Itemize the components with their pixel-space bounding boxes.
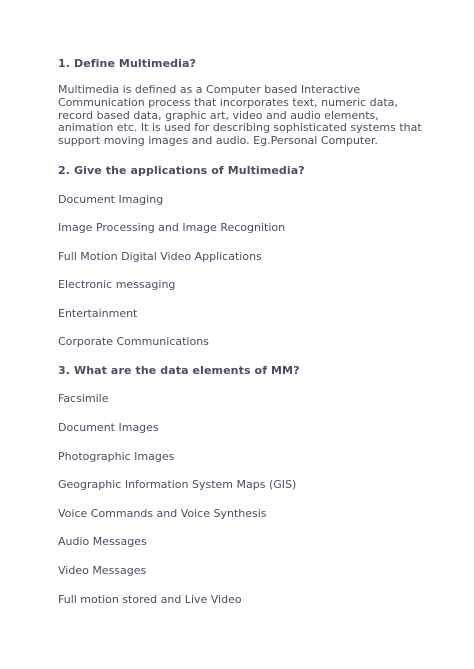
list-item: Photographic Images xyxy=(58,450,175,463)
document-page xyxy=(58,0,458,669)
question-2-heading: 2. Give the applications of Multimedia? xyxy=(58,164,305,177)
list-item: Facsimile xyxy=(58,392,109,405)
list-item: Corporate Communications xyxy=(58,335,209,348)
answer-line: animation etc. It is used for describing sophisticated systems that xyxy=(58,121,422,135)
answer-line: record based data, graphic art, video and audio elements, xyxy=(58,108,379,122)
list-item: Voice Commands and Voice Synthesis xyxy=(58,507,267,520)
list-item: Full motion stored and Live Video xyxy=(58,593,242,606)
list-item: Full Motion Digital Video Applications xyxy=(58,250,262,263)
answer-line: Multimedia is defined as a Computer based Interactive xyxy=(58,83,361,96)
list-item: Video Messages xyxy=(58,564,147,577)
list-item: Document Images xyxy=(58,421,159,434)
answer-line: support moving images and audio. Eg.Personal Computer. xyxy=(58,134,379,148)
list-item: Audio Messages xyxy=(58,535,147,548)
answer-line: Communication process that incorporates text, numeric data, xyxy=(58,95,398,109)
question-1-heading: 1. Define Multimedia? xyxy=(58,57,196,70)
list-item: Electronic messaging xyxy=(58,278,176,291)
list-item: Image Processing and Image Recognition xyxy=(58,221,286,234)
question-3-heading: 3. What are the data elements of MM? xyxy=(58,364,300,377)
list-item: Document Imaging xyxy=(58,193,164,206)
question-1-answer xyxy=(58,84,458,148)
list-item: Entertainment xyxy=(58,307,138,320)
list-item: Geographic Information System Maps (GIS) xyxy=(58,478,297,491)
